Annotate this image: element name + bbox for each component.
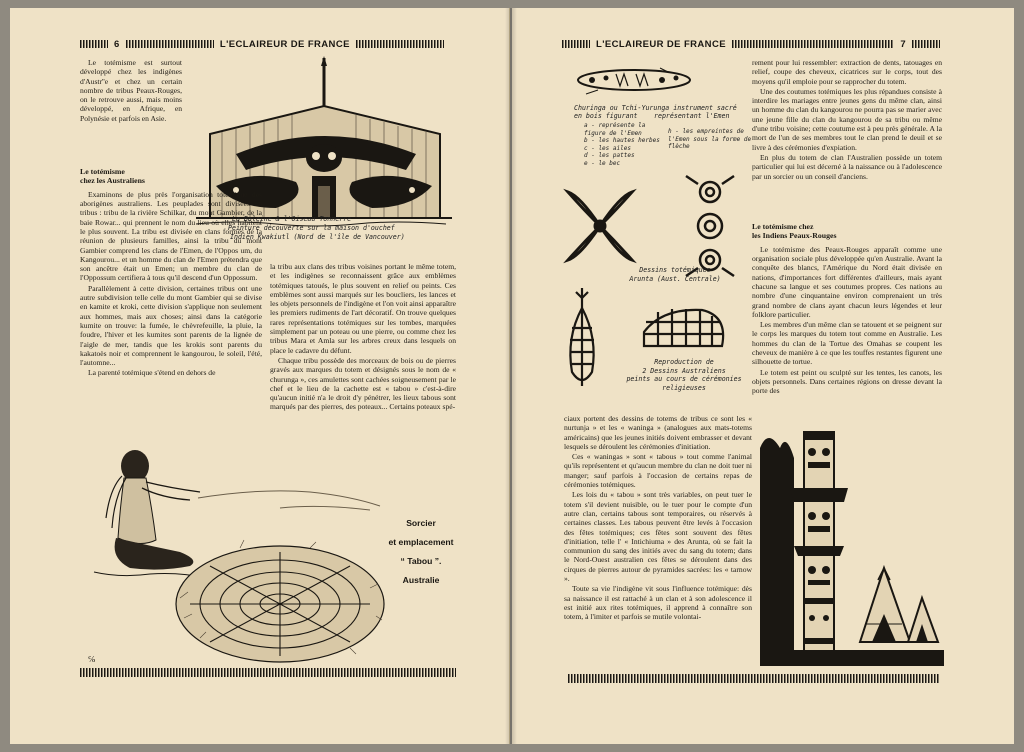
churinga-drawing [576,64,696,100]
section-heading-peaux-rouges: Le totémisme chez les Indiens Peaux-Rouges [752,222,837,241]
churinga-note-bois: en bois figurant [574,112,638,120]
right-column-2: ciaux portent des dessins de totems de tribus ce sont les « nurtunja » et les « waninga » (analogues aux mats-totems américains) que les jeunes initiés doivent embrasser et devant lesquels se déroulent les cérémonies d'initiation. Ces « waningas » sont « tabous » tout comme l'animal qu'ils représentent et qu'aucun membre du clan ne doit tuer ni manger; sauf parfois à l'occasion de certains repas de cérémonies totémiques. Les lois du « tabou » sont très variables, on peut tuer le totem s'il devient nuisible, ou le tuer pour le compte d'un autre clan, certains tabous sont temporaires, ou réservés à certaines classes. Les tabous peuvent être levés à l'occasion des fêtes totémiques; ces fêtes sont souvent des fêtes d'initiation, telle l' « Intichiuma » des Arunta, où se fait la communion du sang des initiés avec du sang du totem; dans le Nord-Ouest australien ces fêtes se déroulent dans des cirques de pierres autour de pyramides sacrées: les « tarnow ». Toute sa vie l'indigène vit sous l'influence totémique: dès sa naissance il est rattaché à un clan et à son adolescence il est initié aux rites totémiques, il apprend à connaître son totem, à l'imiter et parfois se mutile volontai- [564,414,752,622]
svg-text:℅: ℅ [88,654,96,664]
house-caption-line1: La Baleine & l'Oiseau Tonnerre [232,215,352,223]
header-rule [732,40,894,48]
page-number-left: 6 [114,38,120,50]
totem-pole-illustration [760,418,944,668]
section-heading-australiens: Le totémisme chez les Australiens [80,167,145,186]
running-title-left: L'ECLAIREUR DE FRANCE [219,38,350,50]
house-caption-line2: Peinture découverte sur la maison d'ouchef [228,224,395,232]
page-number-right: 7 [900,38,906,50]
house-caption-line3: Indien Kwakiutl (Nord de l'île de Vancouver) [230,233,405,241]
right-column-peaux-rouges: Le totémisme chez les Indiens Peaux-Rouges Le totémisme des Peaux-Rouges apparaît comme une organisation sociale plus développée qu'en Australie. Avant la conquête des blancs, l'Amérique du Nord était divisée en nations, d'importances fort différentes d'ailleurs, mais ayant chacune sa langue et ses coutumes propres. Ces nations au nombre d'une cinquantaine environ comprenaient un très grand nombre de clans ayant chacun leurs légendes et leur folklore particulier. Les membres d'un même clan se tatouent et se peignent sur le corps les marques du totem tout comme en Australie. Les hommes du clan de la Tortue des Omahas se coupent les cheveux de manière à ce que les touffes restantes figurent une silhouette de tortue. Le totem est peint ou sculpté sur les tentes, les canots, les objets personnels. Dans certaines régions on dresse devant la porte des [752,222,942,396]
intro-paragraph: Le totémisme est surtout développé chez les indigènes d'Austr''e et chez un certain nombre de tribus Peaux-Rouges, on le retrouve aussi, mais moins développé, en Afrique, en Polynésie et parfois en Asie. [80,58,182,123]
churinga-legend: a - représente la figure de l'Emen b - les hautes herbes c - les ailes d - les pattes e - le bec [584,122,660,167]
dessins-caption: Dessins totémiques Arunta (Aust. Centrale) [629,266,721,283]
left-header [80,37,444,51]
right-footer-rule [568,674,940,683]
churinga-note-emen: représentant l'Emen [654,112,730,120]
header-rule [912,40,940,48]
header-rule [80,40,108,48]
arunta-totem-drawings [560,176,760,276]
right-column-top: rement pour lui ressembler: extraction de dents, tatouages en relief, coupe des cheveux, cicatrices sur le corps, tout des moyens qu'il emploie pour se rapprocher du totem. Une des coutumes totémiques les plus répandues consiste à interdire les mariages entre jeunes gens du même clan, ainsi un homme du clan du kangourou ne pourra pas se marier avec une jeune fille du clan du kangourou de sa tribu ou même d'une tribu voisine; cette coutume est à peu près générale. A la mort de l'un de ses membres tout le clan prend le deuil et se livre à des cérémonies d'expiation. En plus du totem de clan l'Australien possède un totem particulier qui lui est décerné à la naissance ou à l'adolescence par un sorcier ou un conseil d'anciens. [752,58,942,181]
churinga-note-title: Churinga ou Tchi-Yurunga instrument sacré [574,104,737,112]
left-footer-rule [80,668,456,677]
sorcerer-illustration [80,448,380,668]
churinga-note-flèche: h - les empreintes de l'Emen sous la forme de flèche [668,128,752,150]
sorcier-caption: Sorcier et emplacement “ Tabou ”. Australie [388,518,454,585]
left-column-1: Le totémisme chez les Australiens Examinons de plus près l'organisation totémique des aborigènes australiens. Les peuplades sont divisées en tribus : tribu de la rivière Schilkar, du mont Gambier, de la baie Rowar... qui prennent le nom du lieu où elles habitent le plus souvent. La tribu est divisée en clans formés de la réunion de plusieurs familles, ainsi la tribu du mont Gambier comprend les clans de l'Emen, de l'Oppos um, du Kangourou... et un homme du clan de l'Emen prétendra que son ancêtre était un Emen; un membre du clan de l'Oppossum certifiera à tous qu'il descend d'un Oppossum. Parallèlement à cette division, certaines tribus ont une autre subdivision telle celle du mont Gambier qui se divise en kamite et kroki, cette division s'applique non seulement aux hommes, mais aux choses; ainsi dans la catégorie kumite on trouve: la fumée, le chèvrefeuille, la pluie, la foudre, l'hiver et les kumites sont parents de la lignée de l'aigle de mer, tandis que les krokis sont parents du kakatoès noir et comprennent le kangourou, le soleil, l'été, l'automne... La parenté totémique s'étend en dehors de [80,167,262,378]
header-rule [356,40,444,48]
repro-caption: Reproduction de 2 Dessins Australiens peints au cours de cérémonies religieuses [626,358,742,392]
running-title-right: L'ECLAIREUR DE FRANCE [596,38,726,50]
right-header [562,37,940,51]
left-column-2: la tribu aux clans des tribus voisines portant le même totem, et les indigènes se reconnaissent grâce aux emblèmes totémiques tatoués, le plus souvent en relief ou peints. Ces emblèmes sont aussi marqués sur les boucliers, les lances et les objets personnels de l'indigène et l'on voit ainsi apparaître les premiers rudiments de l'art décoratif. On trouve quelques rares représentations totémiques sur les tombes, marquées simplement par un poteau ou une pierre, ou comme chez les tribus Mara et Amla sur les arbres creux dans lesquels on place le cadavre du défunt. Chaque tribu possède des morceaux de bois ou de pierres gravés aux marques du totem et désignés sous le nom de « churunga », ces amulettes sont cachées soigneusement par le chef et le lieu de la cachette est « tabou » c'est-à-dire qu'aucun initié n'a le droit d'y pénétrer, les lieux tabous sont marqués par des pierres, des poteaux... Certains poteaux spé- [270,262,456,412]
page-gutter [505,8,517,744]
header-rule [562,40,590,48]
header-rule [126,40,214,48]
